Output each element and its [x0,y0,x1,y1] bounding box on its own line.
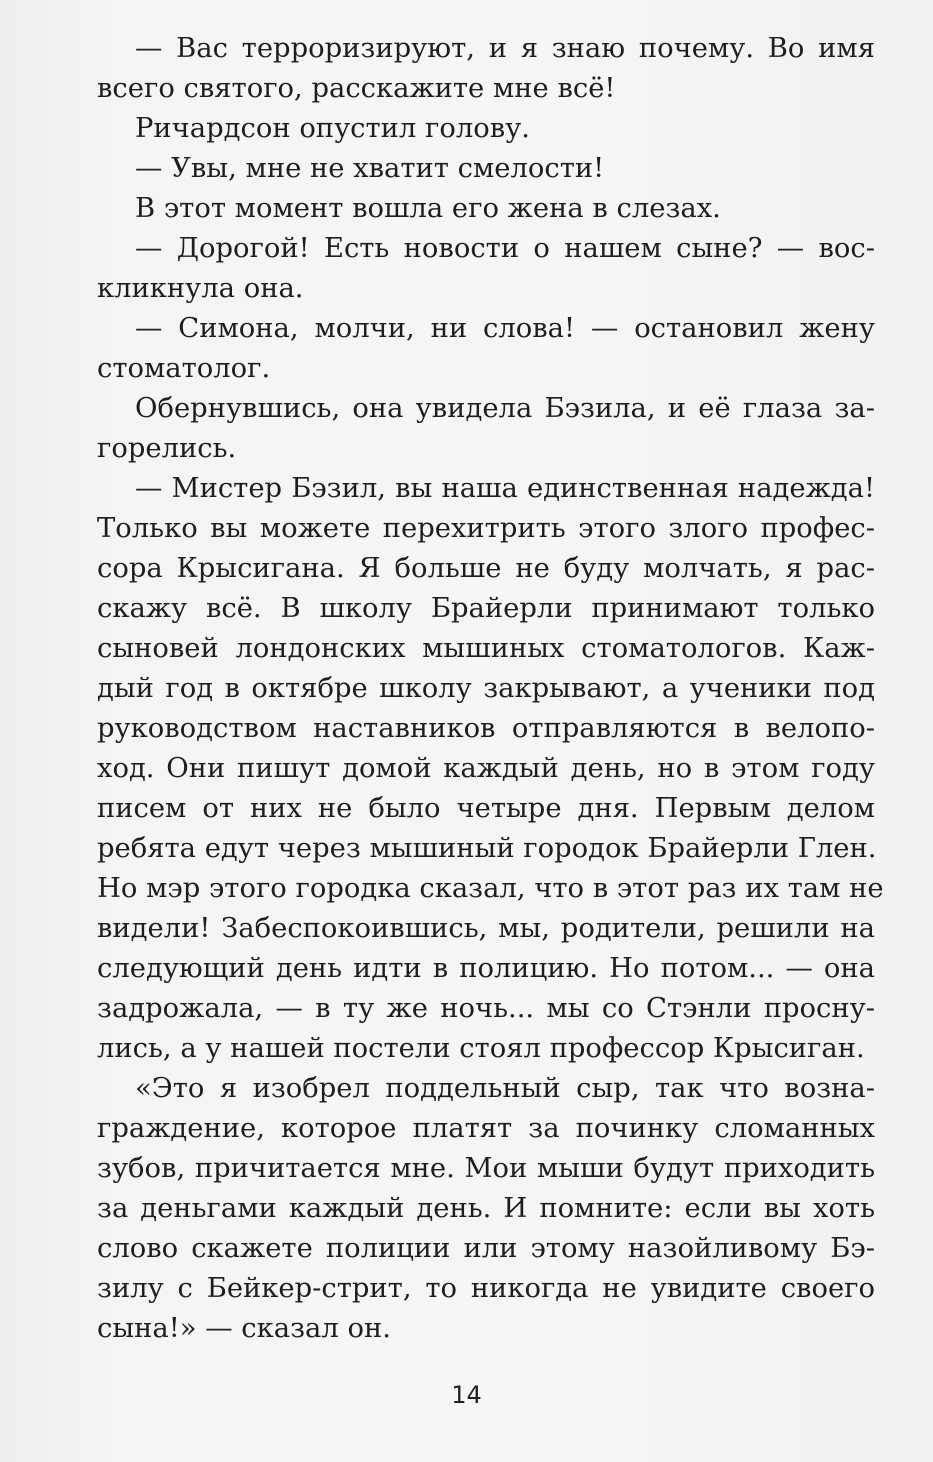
paragraph [97,189,875,229]
text-line: сына!» — сказал он. [97,1313,391,1344]
text-line: задрожала, — в ту же ночь... мы со Стэнли просну- [97,993,875,1024]
text-line: дый год в октябре школу закрывают, а ученики под [97,673,875,704]
text-line: ход. Они пишут домой каждый день, но в этом году [97,753,875,784]
text-line: зилу с Бейкер-стрит, то никогда не увидите своего [97,1273,875,1304]
paragraph [97,1069,875,1349]
text-line: слово скажете полиции или этому назойливому Бэ- [97,1233,875,1264]
text-line: всего святого, расскажите мне всё! [97,73,616,104]
text-line: за деньгами каждый день. И помните: если вы хоть [97,1193,875,1224]
text-line: писем от них не было четыре дня. Первым делом [97,793,875,824]
paragraph [97,389,875,469]
paragraph [97,469,884,1069]
paragraph [97,29,875,109]
text-line: кликнула она. [97,273,304,304]
text-line: лись, а у нашей постели стоял профессор Крысиган. [97,1033,865,1064]
text-line: руководством наставников отправляются в велопо- [97,713,875,744]
paragraph [97,229,875,309]
text-line: В этот момент вошла его жена в слезах. [135,193,721,224]
text-line: ребята едут через мышиный городок Брайерли Глен. [97,833,877,864]
text-line: — Симона, молчи, ни слова! — остановил жену [135,313,875,344]
text-line: горелись. [97,433,237,464]
text-line: видели! Забеспокоившись, мы, родители, решили на [97,913,875,944]
text-line: скажу всё. В школу Брайерли принимают только [97,593,875,624]
paragraph [97,309,875,389]
text-line: Только вы можете перехитрить этого злого профес- [97,513,875,544]
page-number: 14 [451,1381,482,1409]
page-text [97,29,884,1349]
paragraph [97,109,875,149]
text-line: — Дорогой! Есть новости о нашем сыне? — вос- [135,233,875,264]
text-line: Ричардсон опустил голову. [135,113,531,144]
text-line: Но мэр этого городка сказал, что в этот раз их там не [97,873,884,904]
text-line: сора Крысигана. Я больше не буду молчать, я рас- [97,553,875,584]
text-line: — Мистер Бэзил, вы наша единственная надежда! [135,473,875,504]
text-line: «Это я изобрел поддельный сыр, так что возна- [135,1073,875,1104]
paragraph [97,149,875,189]
text-line: зубов, причитается мне. Мои мыши будут приходить [97,1153,875,1184]
text-line: — Вас терроризируют, и я знаю почему. Во имя [135,33,875,64]
text-line: следующий день идти в полицию. Но потом... — она [97,953,875,984]
text-line: стоматолог. [97,353,271,384]
text-line: граждение, которое платят за починку сломанных [97,1113,875,1144]
text-line: — Увы, мне не хватит смелости! [135,153,605,184]
text-line: Обернувшись, она увидела Бэзила, и её глаза за- [135,393,875,424]
text-line: сыновей лондонских мышиных стоматологов. Каж- [97,633,875,664]
